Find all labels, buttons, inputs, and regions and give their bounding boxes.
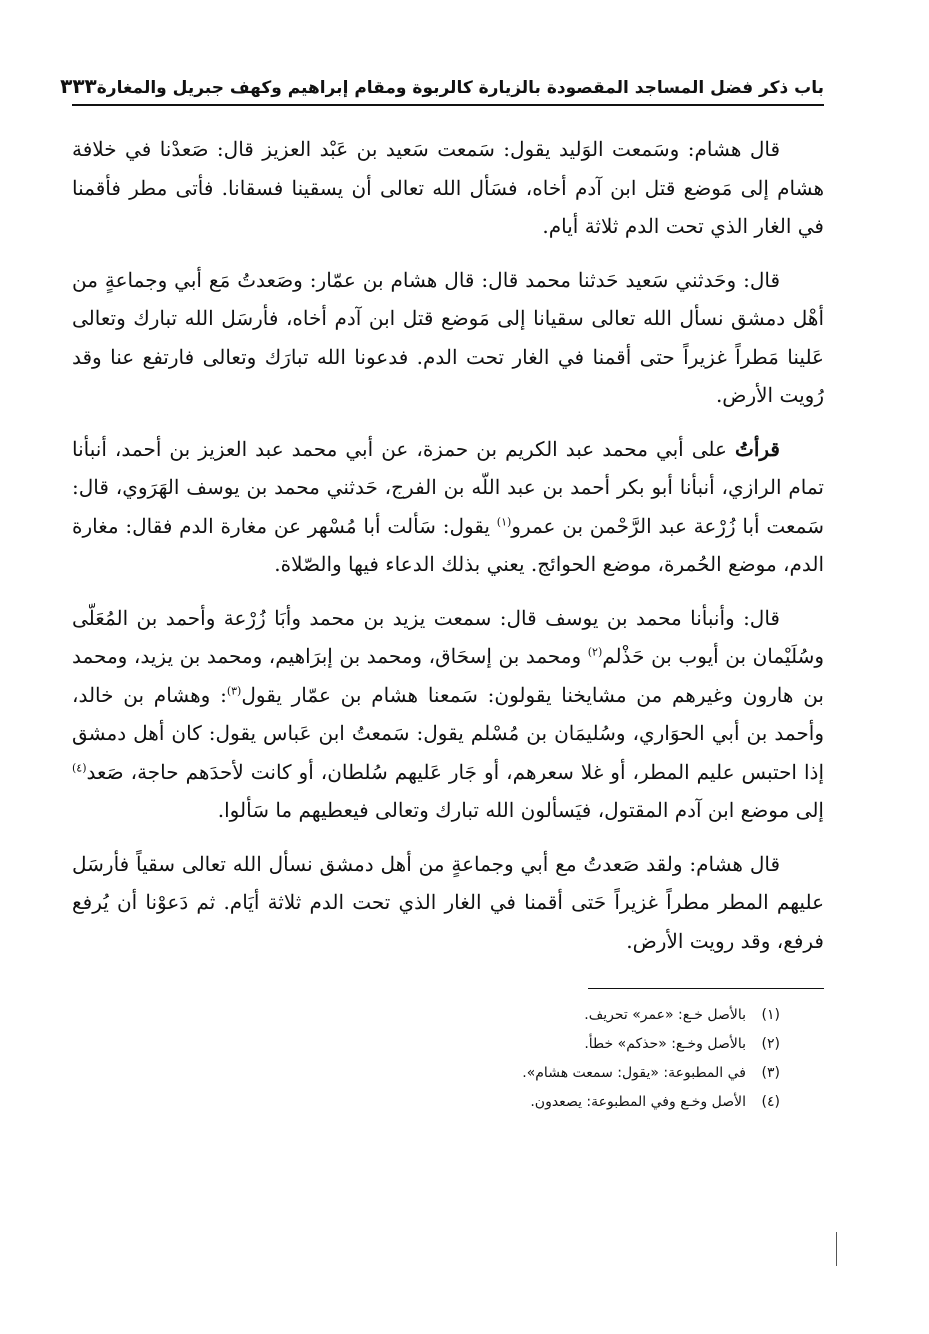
footnote-number: (١) <box>761 1007 780 1023</box>
body-text <box>72 130 824 960</box>
footnote-text: بالأصل وخـع: «حذكم» خطأ. <box>584 1036 746 1052</box>
footnote-ref-2[interactable]: (٢) <box>587 645 603 659</box>
footnote-ref-3[interactable]: (٣) <box>226 683 242 697</box>
footnote-number: (٢) <box>761 1036 780 1052</box>
footnote-ref-1[interactable]: (١) <box>496 514 512 528</box>
running-title: باب ذكر فضل المساجد المقصودة بالزيارة كالربوة ومقام إبراهيم وكهف جبريل والمغارة <box>96 78 824 98</box>
footnote-ref-4[interactable]: (٤) <box>72 760 87 774</box>
paragraph-text: قال: وأنبأنا محمد بن يوسف قال: سمعت يزيد بن محمد وأبَا زُرْعة وأحمد بن المُعَلّى وسُلَيْمان بن أيوب بن حَذْلم <box>72 605 824 668</box>
paragraph-text: قال هشام: وسَمعت الوَليد يقول: سَمعت سَعيد بن عَبْد العزيز قال: صَعدْنا في خلافة هشام إلى مَوضع قتل ابن آدم أخاه، فسَأل الله تعالى أن يسقينا فسقانا. فأتى مطر فأقمنا في الغار الذي تحت الدم ثلاثة أيام. <box>72 137 824 238</box>
page-number: ٣٣٣ <box>60 74 97 98</box>
footnote-text: الأصل وخـع وفي المطبوعة: يصعدون. <box>530 1094 746 1110</box>
paragraph-text-cont: ومحمد بن إسحَاق، ومحمد بن إبرَاهيم، ومحمد بن يزيد، ومحمد بن هارون وغيرهم من مشايخنا يقولون: سَمعنا هشام بن عمّار يقول <box>72 644 824 707</box>
paragraph-5 <box>72 845 824 961</box>
paragraph-2 <box>72 261 824 415</box>
paragraph-1 <box>72 130 824 246</box>
footnote-2 <box>72 1030 780 1059</box>
footnote-1 <box>72 1001 780 1030</box>
running-head <box>60 56 824 106</box>
paragraph-4 <box>72 599 824 830</box>
paragraph-text-cont: : وهشام بن خالد، وأحمد بن أبي الحوَاري، وسُليمَان بن مُسْلم يقول: سَمعتُ ابن عَباس يقول: كان أهل دمشق إذا احتبس عليم المطر، أو غلا سعرهم، أو جَار عَليهم سُلطان، أو كانت لأحدَهم حاجة، صَعد <box>72 682 824 784</box>
paragraph-lead-word: قرأتُ <box>735 436 780 461</box>
document-page <box>60 56 824 1117</box>
footnote-divider <box>588 988 824 989</box>
margin-mark <box>836 1232 837 1266</box>
footnote-3 <box>72 1059 780 1088</box>
footnote-number: (٤) <box>761 1094 780 1110</box>
footnote-text: في المطبوعة: «يقول: سمعت هشام». <box>522 1065 746 1081</box>
paragraph-text-cont: يقول: سَألت أبا مُسْهر عن مغارة الدم فقال: مغارة الدم، موضع الحُمرة، موضع الحوائج. يعني بذلك الدعاء فيها والصّلاة. <box>72 513 824 576</box>
footnote-text: بالأصل خـع: «عمر» تحريف. <box>584 1007 746 1023</box>
paragraph-3 <box>72 430 824 584</box>
paragraph-text: على أبي محمد عبد الكريم بن حمزة، عن أبي محمد عبد العزيز بن أحمد، أنبأنا تمام الرازي، أنبأنا أبو بكر أحمد بن عبد اللّه بن الفرج، حَدثني محمد بن يوسف الهَرَوي، قال: سَمعت أبا زُرْعة عبد الرَّحْمن بن عمرو <box>72 436 824 538</box>
paragraph-text: قال: وحَدثني سَعيد حَدثنا محمد قال: قال هشام بن عمّار: وصَعدتُ مَع أبي وجماعةٍ من أهْل دمشق نسأل الله تعالى سقيانا إلى مَوضع قتل ابن آدم أخاه، فأرسَل الله تبارك وتعالى عَلينا مَطراً غزيراً حتى أقمنا في الغار تحت الدم. فدعونا الله تبارَك وتعالى فارتفع عنا وقد رُويت الأرض. <box>72 267 824 407</box>
footnote-number: (٣) <box>761 1065 780 1081</box>
footnote-4 <box>72 1088 780 1117</box>
paragraph-text: قال هشام: ولقد صَعدتُ مع أبي وجماعةٍ من أهل دمشق نسأل الله تعالى سقياً فأرسَل عليهم المطر مطراً غزيراً حَتى أقمنا في الغار الذي تحت الدم ثلاثة أيَام. ثم دَعوْنا أن يُرفع فرفع، وقد رويت الأرض. <box>72 851 824 953</box>
footnotes <box>72 1001 824 1117</box>
paragraph-text-cont: إلى موضع ابن آدم المقتول، فيَسألون الله تبارك وتعالى فيعطيهم ما سَألوا. <box>217 798 824 822</box>
